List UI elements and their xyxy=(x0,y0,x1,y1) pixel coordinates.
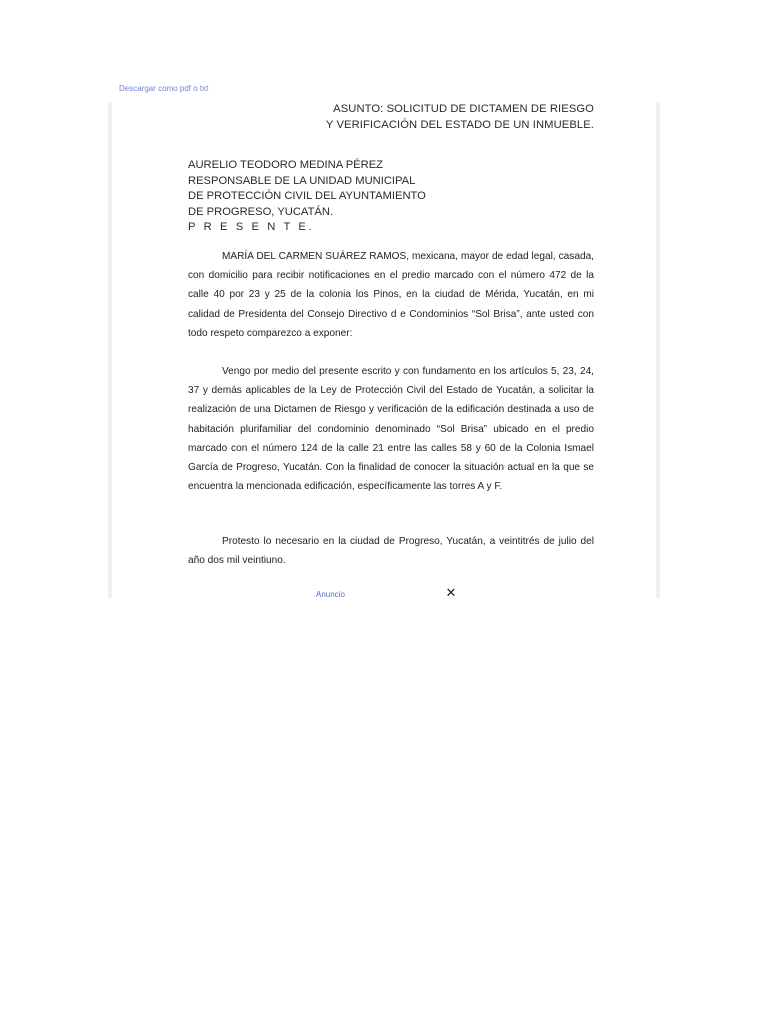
letter-subject xyxy=(188,102,594,133)
addressee-line: AURELIO TEODORO MEDINA PÉREZ xyxy=(188,159,383,171)
letter-paragraph: Protesto lo necesario en la ciudad de Progreso, Yucatán, a veintitrés de julio del año dos mil veintiuno. xyxy=(188,536,594,567)
letter-paragraph: Vengo por medio del presente escrito y con fundamento en los artículos 5, 23, 24, 37 y demás aplicables de la Ley de Protección Civil del Estado de Yucatán, a solicitar la realización de una Dictamen de Riesgo y verificación de la edificación destinada a uso de habitación plurifamiliar del condominio denominado “Sol Brisa” ubicado en el predio marcado con el número 124 de la calle 21 entre las calles 58 y 60 de la Colonia Ismael García de Progreso, Yucatán. Con la finalidad de conocer la situación actual en la que se encuentra la mencionada edificación, específicamente las torres A y F. xyxy=(188,366,594,493)
document-page xyxy=(108,102,660,598)
ad-label: Anuncio xyxy=(316,590,345,599)
letter-addressee xyxy=(188,158,426,236)
close-icon[interactable]: ✕ xyxy=(445,585,457,600)
letter-paragraph: MARÍA DEL CARMEN SUÁREZ RAMOS, mexicana, mayor de edad legal, casada, con domicilio para recibir notificaciones en el predio marcado con el número 472 de la calle 40 por 23 y 25 de la colonia los Pinos, en la ciudad de Mérida, Yucatán, en mi calidad de Presidenta del Consejo Directivo d e Condominios “Sol Brisa”, ante usted con todo respeto comparezco a exponer: xyxy=(188,251,594,339)
addressee-line: DE PROGRESO, YUCATÁN. xyxy=(188,205,334,218)
addressee-line: DE PROTECCIÓN CIVIL DEL AYUNTAMIENTO xyxy=(188,190,426,202)
subject-line: Y VERIFICACIÓN DEL ESTADO DE UN INMUEBLE. xyxy=(325,118,594,131)
presente-line: P R E S E N T E. xyxy=(188,221,315,233)
download-pdf-link[interactable]: Descargar como pdf o txt xyxy=(119,84,209,93)
subject-line: ASUNTO: SOLICITUD DE DICTAMEN DE RIESGO xyxy=(333,103,594,115)
addressee-line: RESPONSABLE DE LA UNIDAD MUNICIPAL xyxy=(188,174,416,187)
